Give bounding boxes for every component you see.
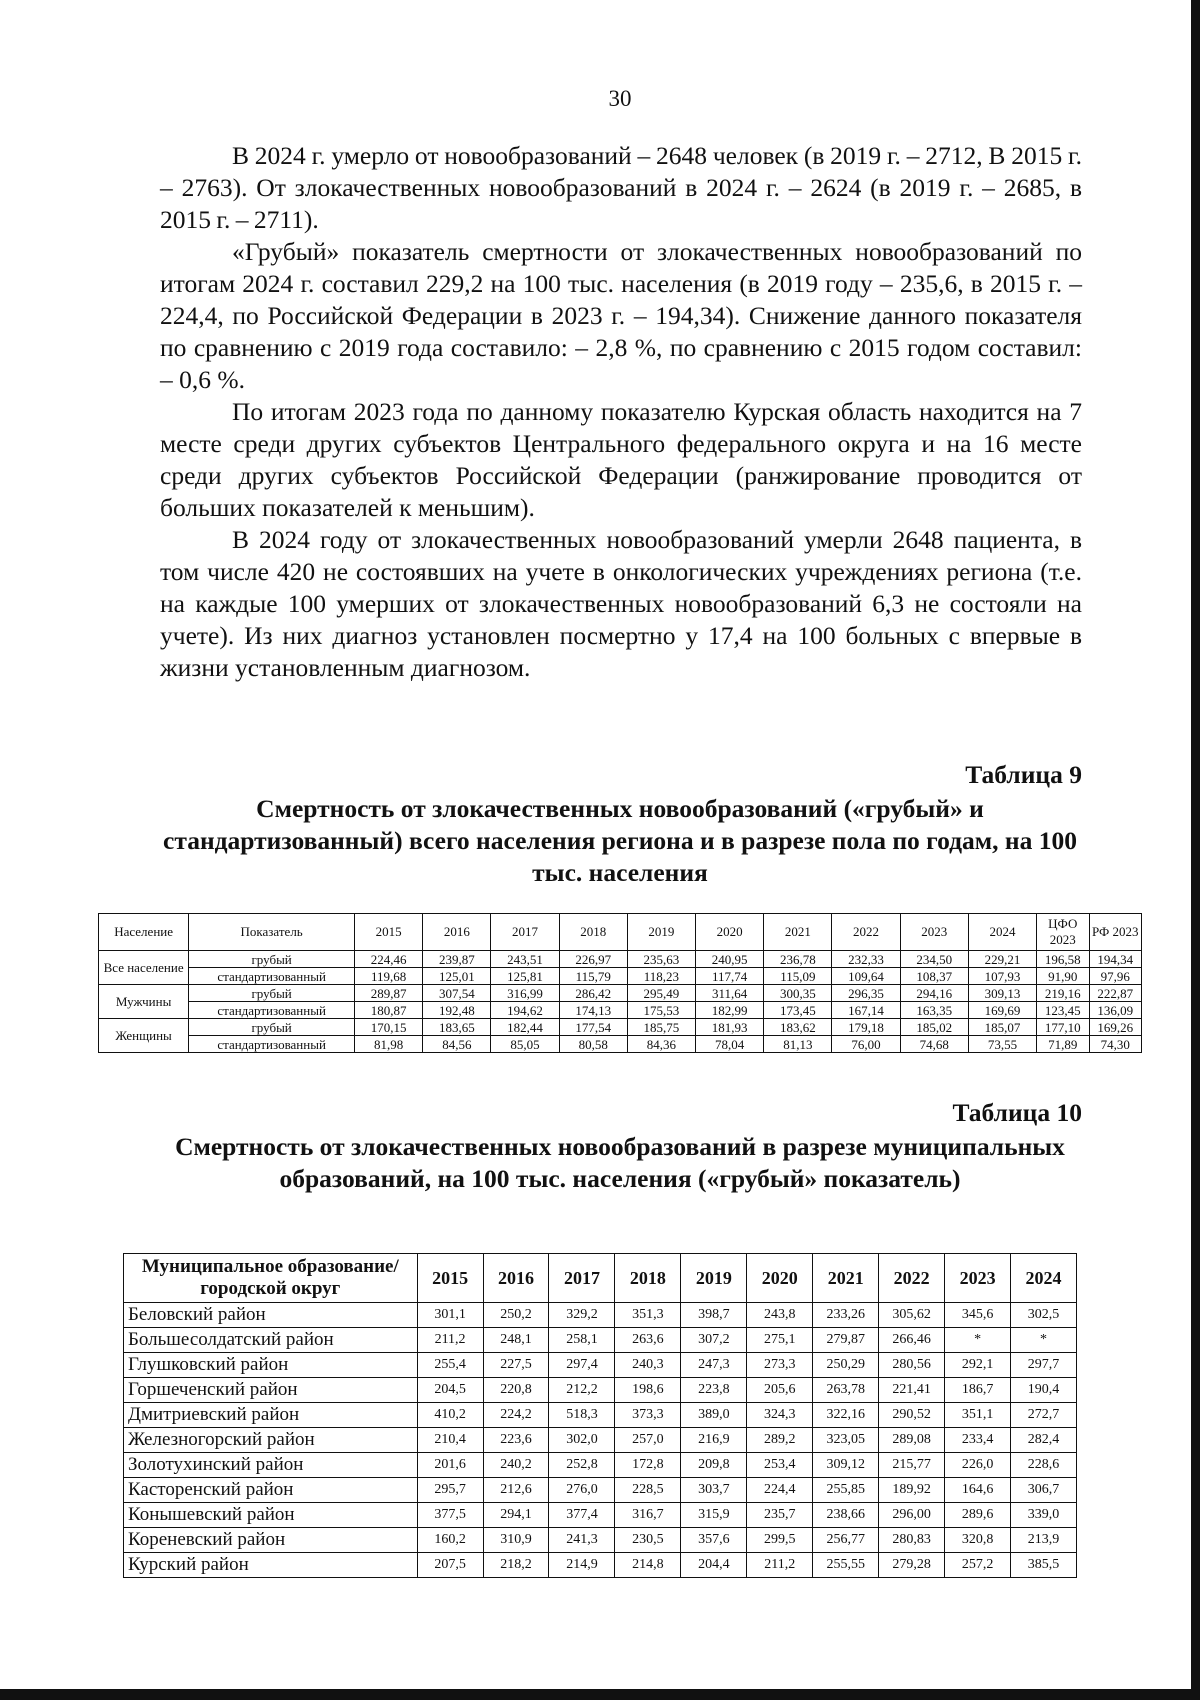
table10-value-cell: 289,6: [945, 1503, 1011, 1528]
table10-header-cell: 2022: [879, 1254, 945, 1303]
table10-value-cell: 276,0: [549, 1478, 615, 1503]
table9-value-cell: 236,78: [764, 951, 832, 968]
table10-value-cell: 357,6: [681, 1528, 747, 1553]
table10-value-cell: 223,6: [483, 1428, 549, 1453]
table10-value-cell: 214,8: [615, 1553, 681, 1578]
table10-value-cell: 240,3: [615, 1353, 681, 1378]
table10-value-cell: 211,2: [747, 1553, 813, 1578]
table10-value-cell: 279,28: [879, 1553, 945, 1578]
table9-value-cell: 108,37: [900, 968, 968, 985]
table10-value-cell: 241,3: [549, 1528, 615, 1553]
table9-header-row: [99, 914, 1142, 951]
table9-value-cell: 179,18: [832, 1019, 900, 1036]
table10-value-cell: 190,4: [1011, 1378, 1077, 1403]
table10-value-cell: 324,3: [747, 1403, 813, 1428]
table9-population-cell: Мужчины: [99, 985, 189, 1019]
table10-value-cell: 224,2: [483, 1403, 549, 1428]
table10-value-cell: 294,1: [483, 1503, 549, 1528]
table9-value-cell: 167,14: [832, 1002, 900, 1019]
table10-value-cell: 301,1: [417, 1303, 483, 1328]
paragraph-3: По итогам 2023 года по данному показателю Курская область находится на 7 месте среди других субъектов Центрального федерального округа и на 16 месте среди других субъектов Российской Федерации (ранжирование проводится от больших показателей к меньшим).: [160, 397, 1082, 522]
table10-value-cell: 214,9: [549, 1553, 615, 1578]
table9-value-cell: 286,42: [559, 985, 627, 1002]
table9-value-cell: 194,62: [491, 1002, 559, 1019]
table9-value-cell: 123,45: [1037, 1002, 1089, 1019]
table10-value-cell: 323,05: [813, 1428, 879, 1453]
table9-value-cell: 222,87: [1089, 985, 1142, 1002]
table10-value-cell: 248,1: [483, 1328, 549, 1353]
table9-value-cell: 125,01: [423, 968, 491, 985]
table9-value-cell: 174,13: [559, 1002, 627, 1019]
table9-value-cell: 163,35: [900, 1002, 968, 1019]
table9-value-cell: 316,99: [491, 985, 559, 1002]
table9-value-cell: 117,74: [696, 968, 764, 985]
table9-value-cell: 115,79: [559, 968, 627, 985]
table9-value-cell: 175,53: [627, 1002, 695, 1019]
table10-value-cell: 207,5: [417, 1553, 483, 1578]
table9-value-cell: 226,97: [559, 951, 627, 968]
table10-value-cell: 398,7: [681, 1303, 747, 1328]
table10-header-cell: 2019: [681, 1254, 747, 1303]
table9-row: [99, 951, 1142, 968]
table9-value-cell: 78,04: [696, 1036, 764, 1053]
table9-value-cell: 296,35: [832, 985, 900, 1002]
table9-row: [99, 1019, 1142, 1036]
table10-value-cell: 240,2: [483, 1453, 549, 1478]
table9-value-cell: 80,58: [559, 1036, 627, 1053]
table9-value-cell: 115,09: [764, 968, 832, 985]
table10-name-cell: Золотухинский район: [124, 1453, 418, 1478]
table10-value-cell: 204,5: [417, 1378, 483, 1403]
table10-body: [124, 1303, 1077, 1578]
table10-value-cell: 377,4: [549, 1503, 615, 1528]
table10-value-cell: 216,9: [681, 1428, 747, 1453]
table10-header-row: [124, 1254, 1077, 1303]
table10-name-cell: Горшеченский район: [124, 1378, 418, 1403]
table10-value-cell: 316,7: [615, 1503, 681, 1528]
table9-value-cell: 177,10: [1037, 1019, 1089, 1036]
table9-header-cell: 2021: [764, 914, 832, 951]
table9-title: Смертность от злокачественных новообразований («грубый» и стандартизованный) всего населения региона и в разрезе пола по годам, на 100 тыс. населения: [163, 794, 1077, 887]
table10-value-cell: 204,4: [681, 1553, 747, 1578]
table10-row: [124, 1528, 1077, 1553]
page-number: 30: [608, 86, 632, 111]
table10-value-cell: 215,77: [879, 1453, 945, 1478]
table10-value-cell: 282,4: [1011, 1428, 1077, 1453]
table10-value-cell: 228,6: [1011, 1453, 1077, 1478]
table10-value-cell: 250,2: [483, 1303, 549, 1328]
table10-value-cell: 305,62: [879, 1303, 945, 1328]
table9-header-cell: 2022: [832, 914, 900, 951]
table10-value-cell: 255,4: [417, 1353, 483, 1378]
table9-value-cell: 307,54: [423, 985, 491, 1002]
table10-value-cell: 250,29: [813, 1353, 879, 1378]
table9-value-cell: 300,35: [764, 985, 832, 1002]
table10-value-cell: 235,7: [747, 1503, 813, 1528]
table10-row: [124, 1503, 1077, 1528]
table9-value-cell: 196,58: [1037, 951, 1089, 968]
table10-value-cell: 201,6: [417, 1453, 483, 1478]
table10-value-cell: 257,2: [945, 1553, 1011, 1578]
table9-indicator-cell: стандартизованный: [189, 1036, 355, 1053]
table9-value-cell: 240,95: [696, 951, 764, 968]
table9: [98, 913, 1142, 1053]
table9-indicator-cell: грубый: [189, 1019, 355, 1036]
table9-value-cell: 84,36: [627, 1036, 695, 1053]
table10-value-cell: 297,4: [549, 1353, 615, 1378]
table10-value-cell: 213,9: [1011, 1528, 1077, 1553]
table10-value-cell: 377,5: [417, 1503, 483, 1528]
table9-value-cell: 85,05: [491, 1036, 559, 1053]
table10-row: [124, 1403, 1077, 1428]
table10-header-cell: 2015: [417, 1254, 483, 1303]
table10-header-cell: 2021: [813, 1254, 879, 1303]
table10-name-cell: Конышевский район: [124, 1503, 418, 1528]
table10-value-cell: 212,6: [483, 1478, 549, 1503]
table10: [123, 1253, 1077, 1578]
table9-header-cell: РФ 2023: [1089, 914, 1142, 951]
table9-value-cell: 107,93: [968, 968, 1036, 985]
table9-value-cell: 125,81: [491, 968, 559, 985]
table10-value-cell: 299,5: [747, 1528, 813, 1553]
table9-value-cell: 97,96: [1089, 968, 1142, 985]
table9-value-cell: 169,26: [1089, 1019, 1142, 1036]
table10-value-cell: 296,00: [879, 1503, 945, 1528]
table10-value-cell: 273,3: [747, 1353, 813, 1378]
table10-value-cell: 292,1: [945, 1353, 1011, 1378]
table9-row: [99, 985, 1142, 1002]
table9-header-cell: 2020: [696, 914, 764, 951]
table9-label: Таблица 9: [965, 760, 1082, 789]
table10-value-cell: 233,4: [945, 1428, 1011, 1453]
table9-header-cell: Показатель: [189, 914, 355, 951]
table10-value-cell: 230,5: [615, 1528, 681, 1553]
table10-row: [124, 1328, 1077, 1353]
table10-name-cell: Железногорский район: [124, 1428, 418, 1453]
table9-header-cell: 2019: [627, 914, 695, 951]
table9-header-cell: 2016: [423, 914, 491, 951]
paragraph-4: В 2024 году от злокачественных новообразований умерли 2648 пациента, в том числе 420 не состоявших на учете в онкологических учреждениях региона (т.е. на каждые 100 умерших от злокачественных новообразований 6,3 не состояли на учете). Из них диагноз установлен посмертно у 17,4 на 100 больных с впервые в жизни установленным диагнозом.: [160, 525, 1082, 682]
table9-header-cell: ЦФО 2023: [1037, 914, 1089, 951]
table10-name-cell: Кореневский район: [124, 1528, 418, 1553]
table9-body: [99, 951, 1142, 1053]
table10-header-cell: Муниципальное образование/городской округ: [124, 1254, 418, 1303]
table10-value-cell: 289,2: [747, 1428, 813, 1453]
table9-value-cell: 185,02: [900, 1019, 968, 1036]
table10-row: [124, 1553, 1077, 1578]
table10-row: [124, 1428, 1077, 1453]
table10-row: [124, 1303, 1077, 1328]
table9-value-cell: 234,50: [900, 951, 968, 968]
table10-value-cell: 223,8: [681, 1378, 747, 1403]
table9-value-cell: 224,46: [355, 951, 423, 968]
table10-value-cell: 310,9: [483, 1528, 549, 1553]
table9-value-cell: 185,75: [627, 1019, 695, 1036]
table10-value-cell: 306,7: [1011, 1478, 1077, 1503]
table10-value-cell: 307,2: [681, 1328, 747, 1353]
table10-value-cell: 221,41: [879, 1378, 945, 1403]
table10-header-cell: 2016: [483, 1254, 549, 1303]
table10-value-cell: 303,7: [681, 1478, 747, 1503]
table10-header-cell: 2020: [747, 1254, 813, 1303]
table9-value-cell: 71,89: [1037, 1036, 1089, 1053]
body-text: [160, 140, 1082, 684]
table10-value-cell: 186,7: [945, 1378, 1011, 1403]
table9-value-cell: 173,45: [764, 1002, 832, 1019]
table9-value-cell: 180,87: [355, 1002, 423, 1019]
table10-value-cell: 315,9: [681, 1503, 747, 1528]
table10-value-cell: *: [945, 1328, 1011, 1353]
table10-header-cell: 2018: [615, 1254, 681, 1303]
table10-value-cell: 224,4: [747, 1478, 813, 1503]
table10-value-cell: 289,08: [879, 1428, 945, 1453]
table9-header-cell: 2018: [559, 914, 627, 951]
table10-row: [124, 1453, 1077, 1478]
table10-value-cell: 189,92: [879, 1478, 945, 1503]
paragraph-1: В 2024 г. умерло от новообразований – 2648 человек (в 2019 г. – 2712, В 2015 г. – 2763). От злокачественных новообразований в 2024 г. – 2624 (в 2019 г. – 2685, в 2015 г. – 2711).: [160, 141, 1082, 234]
table9-indicator-cell: стандартизованный: [189, 968, 355, 985]
table10-value-cell: 255,85: [813, 1478, 879, 1503]
table9-value-cell: 76,00: [832, 1036, 900, 1053]
table9-indicator-cell: грубый: [189, 951, 355, 968]
table10-value-cell: 256,77: [813, 1528, 879, 1553]
table10-name-cell: Большесолдатский район: [124, 1328, 418, 1353]
table10-value-cell: 351,1: [945, 1403, 1011, 1428]
table10-value-cell: *: [1011, 1328, 1077, 1353]
table9-population-cell: Все население: [99, 951, 189, 985]
table10-value-cell: 218,2: [483, 1553, 549, 1578]
table9-value-cell: 219,16: [1037, 985, 1089, 1002]
table10-value-cell: 309,12: [813, 1453, 879, 1478]
table10-value-cell: 252,8: [549, 1453, 615, 1478]
table10-value-cell: 410,2: [417, 1403, 483, 1428]
table10-value-cell: 247,3: [681, 1353, 747, 1378]
table10-value-cell: 263,6: [615, 1328, 681, 1353]
table10-name-cell: Глушковский район: [124, 1353, 418, 1378]
table10-name-cell: Дмитриевский район: [124, 1403, 418, 1428]
table9-value-cell: 232,33: [832, 951, 900, 968]
table9-indicator-cell: грубый: [189, 985, 355, 1002]
table9-value-cell: 295,49: [627, 985, 695, 1002]
table10-value-cell: 257,0: [615, 1428, 681, 1453]
table10-row: [124, 1353, 1077, 1378]
table10-value-cell: 351,3: [615, 1303, 681, 1328]
table9-value-cell: 185,07: [968, 1019, 1036, 1036]
table10-value-cell: 263,78: [813, 1378, 879, 1403]
table9-header-cell: Население: [99, 914, 189, 951]
table10-row: [124, 1478, 1077, 1503]
table10-value-cell: 302,5: [1011, 1303, 1077, 1328]
table10-label: Таблица 10: [952, 1098, 1082, 1127]
table10-value-cell: 389,0: [681, 1403, 747, 1428]
table9-value-cell: 81,98: [355, 1036, 423, 1053]
table10-value-cell: 518,3: [549, 1403, 615, 1428]
table10-value-cell: 243,8: [747, 1303, 813, 1328]
table10-value-cell: 172,8: [615, 1453, 681, 1478]
table10-name-cell: Беловский район: [124, 1303, 418, 1328]
table10-name-cell: Касторенский район: [124, 1478, 418, 1503]
table9-row: [99, 968, 1142, 985]
table10-value-cell: 238,66: [813, 1503, 879, 1528]
table9-value-cell: 289,87: [355, 985, 423, 1002]
table10-value-cell: 160,2: [417, 1528, 483, 1553]
table10-value-cell: 373,3: [615, 1403, 681, 1428]
table9-population-cell: Женщины: [99, 1019, 189, 1053]
table9-value-cell: 194,34: [1089, 951, 1142, 968]
table10-value-cell: 280,56: [879, 1353, 945, 1378]
table10-header-cell: 2017: [549, 1254, 615, 1303]
table9-value-cell: 81,13: [764, 1036, 832, 1053]
table9-value-cell: 84,56: [423, 1036, 491, 1053]
table10-value-cell: 329,2: [549, 1303, 615, 1328]
table10-value-cell: 227,5: [483, 1353, 549, 1378]
table10-value-cell: 255,55: [813, 1553, 879, 1578]
table10-name-cell: Курский район: [124, 1553, 418, 1578]
table10-value-cell: 290,52: [879, 1403, 945, 1428]
table10-value-cell: 233,26: [813, 1303, 879, 1328]
table9-value-cell: 183,62: [764, 1019, 832, 1036]
table10-value-cell: 272,7: [1011, 1403, 1077, 1428]
table9-value-cell: 170,15: [355, 1019, 423, 1036]
table10-value-cell: 220,8: [483, 1378, 549, 1403]
table9-value-cell: 229,21: [968, 951, 1036, 968]
table9-value-cell: 309,13: [968, 985, 1036, 1002]
table9-header-cell: 2015: [355, 914, 423, 951]
table10-row: [124, 1378, 1077, 1403]
table9-value-cell: 181,93: [696, 1019, 764, 1036]
table9-indicator-cell: стандартизованный: [189, 1002, 355, 1019]
table9-value-cell: 73,55: [968, 1036, 1036, 1053]
table9-value-cell: 136,09: [1089, 1002, 1142, 1019]
table10-value-cell: 295,7: [417, 1478, 483, 1503]
table9-value-cell: 91,90: [1037, 968, 1089, 985]
paragraph-2: «Грубый» показатель смертности от злокачественных новообразований по итогам 2024 г. составил 229,2 на 100 тыс. населения (в 2019 году – 235,6, в 2015 г. – 224,4, по Российской Федерации в 2023 г. – 194,34). Снижение данного показателя по сравнению с 2019 года составило: – 2,8 %, по сравнению с 2015 годом составил: – 0,6 %.: [160, 237, 1082, 394]
table9-header-cell: 2024: [968, 914, 1036, 951]
table9-value-cell: 169,69: [968, 1002, 1036, 1019]
table10-value-cell: 212,2: [549, 1378, 615, 1403]
table9-value-cell: 294,16: [900, 985, 968, 1002]
table9-value-cell: 192,48: [423, 1002, 491, 1019]
table10-value-cell: 211,2: [417, 1328, 483, 1353]
table10-value-cell: 345,6: [945, 1303, 1011, 1328]
table9-value-cell: 311,64: [696, 985, 764, 1002]
table10-value-cell: 279,87: [813, 1328, 879, 1353]
table9-value-cell: 239,87: [423, 951, 491, 968]
table10-value-cell: 302,0: [549, 1428, 615, 1453]
table10-value-cell: 205,6: [747, 1378, 813, 1403]
table9-value-cell: 182,99: [696, 1002, 764, 1019]
table10-value-cell: 275,1: [747, 1328, 813, 1353]
table10-value-cell: 226,0: [945, 1453, 1011, 1478]
table10-value-cell: 322,16: [813, 1403, 879, 1428]
table9-row: [99, 1036, 1142, 1053]
table9-value-cell: 119,68: [355, 968, 423, 985]
table9-value-cell: 74,30: [1089, 1036, 1142, 1053]
table10-header-cell: 2024: [1011, 1254, 1077, 1303]
table9-value-cell: 177,54: [559, 1019, 627, 1036]
table9-value-cell: 182,44: [491, 1019, 559, 1036]
table10-value-cell: 339,0: [1011, 1503, 1077, 1528]
table9-value-cell: 243,51: [491, 951, 559, 968]
table10-value-cell: 164,6: [945, 1478, 1011, 1503]
table10-value-cell: 297,7: [1011, 1353, 1077, 1378]
table9-header-cell: 2023: [900, 914, 968, 951]
table9-value-cell: 109,64: [832, 968, 900, 985]
table10-value-cell: 385,5: [1011, 1553, 1077, 1578]
table9-value-cell: 235,63: [627, 951, 695, 968]
table10-value-cell: 210,4: [417, 1428, 483, 1453]
table10-value-cell: 266,46: [879, 1328, 945, 1353]
table10-value-cell: 253,4: [747, 1453, 813, 1478]
table10-value-cell: 258,1: [549, 1328, 615, 1353]
table10-value-cell: 209,8: [681, 1453, 747, 1478]
table10-header-cell: 2023: [945, 1254, 1011, 1303]
table10-value-cell: 280,83: [879, 1528, 945, 1553]
table9-row: [99, 1002, 1142, 1019]
table10-value-cell: 198,6: [615, 1378, 681, 1403]
table10-value-cell: 228,5: [615, 1478, 681, 1503]
table9-header-cell: 2017: [491, 914, 559, 951]
table9-value-cell: 118,23: [627, 968, 695, 985]
table9-value-cell: 183,65: [423, 1019, 491, 1036]
table10-title: Смертность от злокачественных новообразований в разрезе муниципальных образований, на 100 тыс. населения («грубый» показатель): [175, 1132, 1065, 1193]
table10-value-cell: 320,8: [945, 1528, 1011, 1553]
table9-value-cell: 74,68: [900, 1036, 968, 1053]
